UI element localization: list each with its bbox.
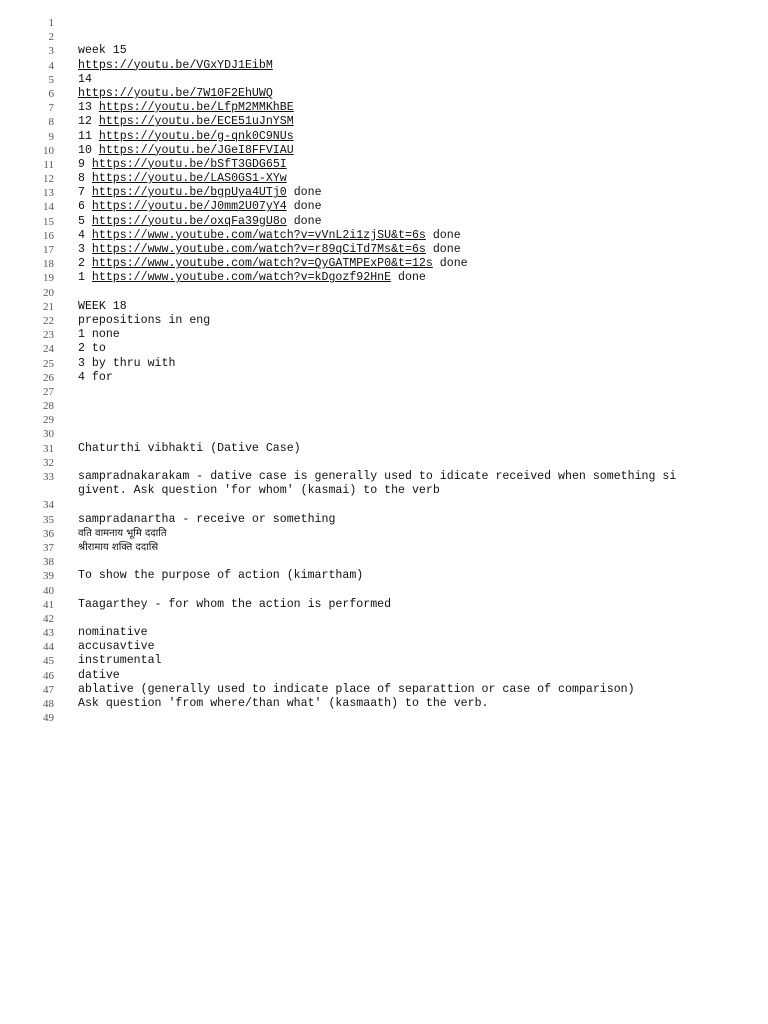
line-text: accusavtive xyxy=(78,640,155,654)
line-text: 1 xyxy=(78,271,92,285)
text-line[interactable] xyxy=(0,158,768,172)
devanagari-text: वति वामनाय भूमि ददाति xyxy=(78,527,167,539)
line-number: 38 xyxy=(43,556,54,569)
line-content xyxy=(78,243,728,257)
line-content xyxy=(78,598,728,612)
line-content xyxy=(78,115,728,129)
line-text: WEEK 18 xyxy=(78,299,127,313)
line-text: sampradnakarakam - dative case is generally used to idicate received when something si givent. Ask question 'for whom' (kasmai) to the verb xyxy=(78,470,677,498)
text-line[interactable] xyxy=(0,413,768,427)
line-content xyxy=(78,328,728,342)
line-number: 24 xyxy=(43,343,54,356)
line-content xyxy=(78,371,728,385)
text-line[interactable] xyxy=(0,427,768,441)
line-content xyxy=(78,144,728,158)
text-line[interactable] xyxy=(0,626,768,640)
text-line[interactable] xyxy=(0,130,768,144)
line-content xyxy=(78,569,728,583)
line-content xyxy=(78,44,728,58)
line-text: 5 xyxy=(78,214,92,228)
line-content xyxy=(78,73,728,87)
line-text: Taagarthey - for whom the action is performed xyxy=(78,597,392,611)
line-text: done xyxy=(425,228,461,242)
text-line[interactable] xyxy=(0,16,768,30)
line-text: 2 to xyxy=(78,342,106,356)
text-line[interactable] xyxy=(0,87,768,101)
text-line[interactable] xyxy=(0,300,768,314)
line-content xyxy=(78,640,728,654)
line-text: done xyxy=(286,214,322,228)
text-line[interactable] xyxy=(0,498,768,512)
text-line[interactable] xyxy=(0,144,768,158)
text-line[interactable] xyxy=(0,584,768,598)
text-line[interactable] xyxy=(0,200,768,214)
line-number: 17 xyxy=(43,244,54,256)
line-number: 43 xyxy=(43,627,54,640)
video-link[interactable]: https://youtu.be/bSfT3GDG65I xyxy=(91,157,287,171)
text-line[interactable] xyxy=(0,669,768,683)
video-link[interactable]: https://youtu.be/bgpUya4UTj0 xyxy=(91,186,287,200)
line-text: sampradanartha - receive or something xyxy=(78,512,336,526)
text-line[interactable] xyxy=(0,598,768,612)
line-text: nominative xyxy=(78,626,148,640)
line-number: 30 xyxy=(43,428,54,441)
line-number: 2 xyxy=(48,31,54,44)
text-line[interactable] xyxy=(0,569,768,583)
line-content xyxy=(78,314,728,328)
line-number: 7 xyxy=(48,102,54,115)
text-line[interactable] xyxy=(0,328,768,342)
line-number: 49 xyxy=(43,712,54,725)
video-link[interactable]: https://youtu.be/J0mm2U07yY4 xyxy=(91,200,287,214)
text-line[interactable] xyxy=(0,59,768,73)
line-content xyxy=(78,683,728,697)
line-content xyxy=(78,158,728,172)
line-content xyxy=(78,271,728,285)
line-content xyxy=(78,470,728,498)
line-number: 5 xyxy=(48,73,54,86)
line-content xyxy=(78,342,728,356)
line-number: 18 xyxy=(43,258,54,271)
video-link[interactable]: https://www.youtube.com/watch?v=vVnL2i1zjSU&t=6s xyxy=(91,228,426,242)
line-number: 12 xyxy=(43,173,54,186)
text-line[interactable] xyxy=(0,683,768,697)
video-link[interactable]: https://www.youtube.com/watch?v=QyGATMPExP0&t=12s xyxy=(91,257,433,271)
line-text: instrumental xyxy=(78,654,162,668)
line-text: 12 xyxy=(78,115,99,129)
line-text: done xyxy=(432,257,468,271)
text-line[interactable] xyxy=(0,470,768,498)
text-line[interactable] xyxy=(0,30,768,44)
line-text: week 15 xyxy=(78,44,127,58)
video-link[interactable]: https://youtu.be/g-qnk0C9NUs xyxy=(98,129,294,143)
line-content xyxy=(78,130,728,144)
video-link[interactable]: https://youtu.be/oxqFa39gU8o xyxy=(91,214,287,228)
text-line[interactable] xyxy=(0,654,768,668)
line-number: 31 xyxy=(43,442,54,455)
line-number: 29 xyxy=(43,414,54,427)
text-line[interactable] xyxy=(0,186,768,200)
text-line[interactable] xyxy=(0,513,768,527)
line-number: 28 xyxy=(43,400,54,413)
line-number: 6 xyxy=(48,87,54,100)
line-number: 47 xyxy=(43,683,54,696)
video-link[interactable]: https://youtu.be/VGxYDJ1EibM xyxy=(78,58,273,72)
line-content xyxy=(78,186,728,200)
line-number: 42 xyxy=(43,612,54,625)
line-text: Ask question 'from where/than what' (kasmaath) to the verb. xyxy=(78,697,489,711)
line-content xyxy=(78,300,728,314)
video-link[interactable]: https://youtu.be/LfpM2MMKhBE xyxy=(98,101,294,115)
text-line[interactable] xyxy=(0,73,768,87)
text-line[interactable] xyxy=(0,243,768,257)
line-number: 45 xyxy=(43,655,54,668)
line-number: 19 xyxy=(43,272,54,285)
line-number: 8 xyxy=(48,116,54,129)
line-number: 13 xyxy=(43,187,54,200)
line-number: 27 xyxy=(43,385,54,398)
line-number: 23 xyxy=(43,329,54,342)
text-line[interactable] xyxy=(0,342,768,356)
text-line[interactable] xyxy=(0,357,768,371)
text-line[interactable] xyxy=(0,711,768,725)
text-line[interactable] xyxy=(0,257,768,271)
video-link[interactable]: https://youtu.be/ECE51uJnYSM xyxy=(98,115,294,129)
text-line[interactable] xyxy=(0,555,768,569)
text-line[interactable] xyxy=(0,229,768,243)
line-number: 44 xyxy=(43,641,54,654)
line-number: 34 xyxy=(43,499,54,512)
line-text: 13 xyxy=(78,101,99,115)
line-number: 35 xyxy=(43,513,54,526)
video-link[interactable]: https://www.youtube.com/watch?v=r89qCiTd7Ms&t=6s xyxy=(91,243,426,256)
line-text: 1 none xyxy=(78,328,120,342)
line-number: 14 xyxy=(43,201,54,214)
line-content xyxy=(78,200,728,214)
line-text: 14 xyxy=(78,72,92,86)
line-number: 1 xyxy=(48,17,54,29)
line-content xyxy=(78,172,728,186)
line-content xyxy=(78,669,728,683)
line-text: 4 for xyxy=(78,370,113,384)
line-text: done xyxy=(286,186,322,200)
line-content xyxy=(78,442,728,456)
line-number: 21 xyxy=(43,300,54,313)
line-text: 8 xyxy=(78,172,92,186)
line-content xyxy=(78,626,728,640)
video-link[interactable]: https://youtu.be/JGeI8FFVIAU xyxy=(98,143,294,157)
line-number: 37 xyxy=(43,541,54,554)
line-content xyxy=(78,59,728,73)
line-content xyxy=(78,357,728,371)
line-number: 48 xyxy=(43,698,54,711)
line-number: 32 xyxy=(43,456,54,469)
line-text: prepositions in eng xyxy=(78,313,211,327)
line-number: 33 xyxy=(43,471,54,483)
line-content xyxy=(78,541,728,555)
text-line[interactable] xyxy=(0,385,768,399)
text-line[interactable] xyxy=(0,101,768,115)
line-text: 3 xyxy=(78,243,92,256)
text-editor[interactable] xyxy=(0,16,768,725)
line-content xyxy=(78,697,728,711)
line-number: 10 xyxy=(43,144,54,157)
text-line[interactable] xyxy=(0,44,768,58)
text-line[interactable] xyxy=(0,527,768,541)
line-content xyxy=(78,527,728,541)
text-line[interactable] xyxy=(0,215,768,229)
line-content xyxy=(78,513,728,527)
line-text: done xyxy=(391,271,426,285)
text-line[interactable] xyxy=(0,612,768,626)
text-line[interactable] xyxy=(0,697,768,711)
line-number: 20 xyxy=(43,286,54,299)
line-text: 10 xyxy=(78,143,99,157)
line-text: done xyxy=(425,243,461,256)
text-line[interactable] xyxy=(0,286,768,300)
line-text: 3 by thru with xyxy=(78,356,176,370)
video-link[interactable]: https://youtu.be/7W10F2EhUWQ xyxy=(78,86,273,100)
text-line[interactable] xyxy=(0,314,768,328)
text-line[interactable] xyxy=(0,115,768,129)
line-number: 4 xyxy=(48,59,54,72)
text-line[interactable] xyxy=(0,456,768,470)
line-content xyxy=(78,229,728,243)
line-number: 26 xyxy=(43,371,54,384)
text-line[interactable] xyxy=(0,371,768,385)
line-number: 15 xyxy=(43,215,54,228)
line-text: 9 xyxy=(78,157,92,171)
line-text: To show the purpose of action (kimartham) xyxy=(78,569,364,583)
video-link[interactable]: https://youtu.be/LAS0GS1-XYw xyxy=(91,172,287,186)
text-line[interactable] xyxy=(0,172,768,186)
line-text: 2 xyxy=(78,257,92,271)
line-number: 9 xyxy=(48,130,54,143)
line-content xyxy=(78,215,728,229)
line-content xyxy=(78,87,728,101)
line-text: Chaturthi vibhakti (Dative Case) xyxy=(78,441,301,455)
line-number: 16 xyxy=(43,229,54,242)
line-content xyxy=(78,257,728,271)
text-line[interactable] xyxy=(0,399,768,413)
line-content xyxy=(78,654,728,668)
line-number: 36 xyxy=(43,527,54,540)
text-line[interactable] xyxy=(0,640,768,654)
line-text: 11 xyxy=(78,129,99,143)
line-number: 39 xyxy=(43,570,54,583)
line-number: 40 xyxy=(43,584,54,597)
line-number: 46 xyxy=(43,669,54,682)
text-line[interactable] xyxy=(0,442,768,456)
line-text: dative xyxy=(78,668,120,682)
devanagari-text: श्रीरामाय शक्ति ददासि xyxy=(78,541,159,553)
line-text: 7 xyxy=(78,186,92,200)
line-text: 6 xyxy=(78,200,92,214)
line-number: 41 xyxy=(43,598,54,611)
line-number: 22 xyxy=(43,314,54,327)
line-text: 4 xyxy=(78,228,92,242)
line-text: done xyxy=(286,200,322,214)
text-line[interactable] xyxy=(0,541,768,555)
video-link[interactable]: https://www.youtube.com/watch?v=kDgozf92HnE xyxy=(91,271,392,285)
line-number: 11 xyxy=(43,158,54,171)
line-text: ablative (generally used to indicate place of separattion or case of comparison) xyxy=(78,682,635,696)
line-number: 25 xyxy=(43,357,54,370)
line-number: 3 xyxy=(48,45,54,58)
text-line[interactable] xyxy=(0,271,768,285)
line-content xyxy=(78,101,728,115)
